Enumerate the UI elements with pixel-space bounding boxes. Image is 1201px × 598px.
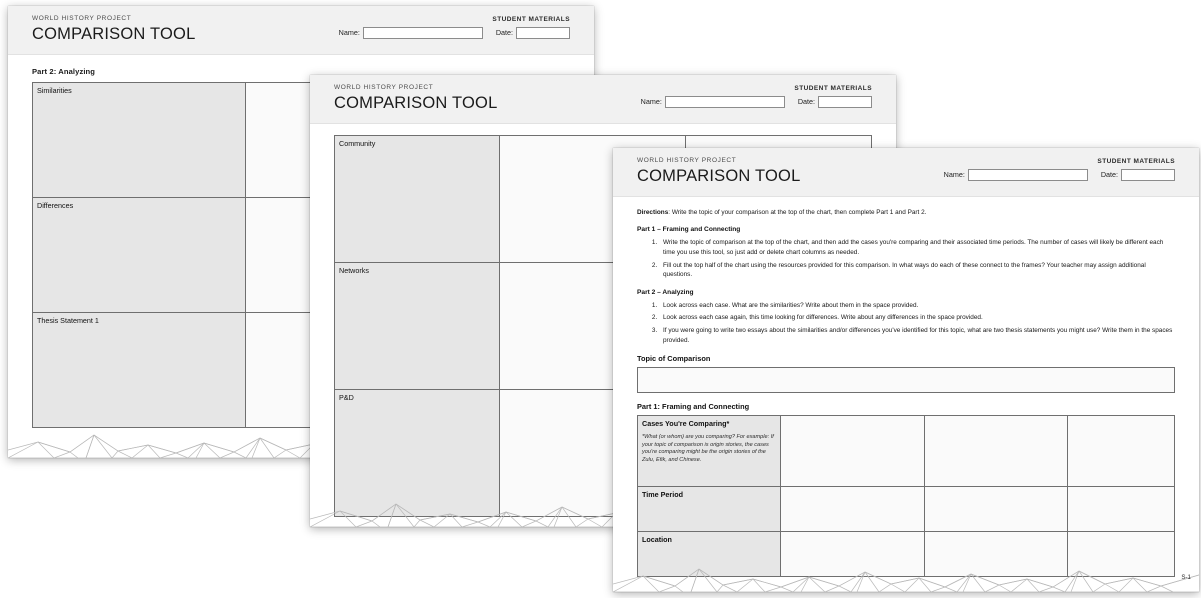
part2-heading: Part 2 – Analyzing <box>637 288 694 296</box>
location-input-col-1[interactable] <box>781 532 924 577</box>
directions-line <box>637 208 1175 217</box>
cases-input-col-3[interactable] <box>1067 416 1174 487</box>
page1-title: COMPARISON TOOL <box>32 25 196 43</box>
cases-footnote-text: *What (or whom) are you comparing? For example: If your topic of comparison is origin stories, the cases you're comparing might be the origin stories of the Zulu, Efik, and Chinese. <box>642 434 774 463</box>
page2-name-input[interactable] <box>665 96 785 108</box>
page2-label-text: Networks <box>339 266 369 275</box>
page3-body <box>613 197 1199 577</box>
time-period-input-col-1[interactable] <box>781 487 924 532</box>
location-label-text: Location <box>642 535 672 545</box>
page2-header <box>310 75 896 124</box>
page1-header-right <box>339 15 570 39</box>
page1-row-label-differences <box>33 198 246 313</box>
page1-date-input[interactable] <box>516 27 570 39</box>
page3-header <box>613 148 1199 197</box>
worksheet-page-3 <box>613 148 1199 592</box>
page2-header-right <box>641 84 872 108</box>
page3-name-date-row <box>944 169 1175 181</box>
part1-table-heading: Part 1: Framing and Connecting <box>637 402 750 412</box>
page3-title: COMPARISON TOOL <box>637 167 801 185</box>
time-period-label-text: Time Period <box>642 490 684 500</box>
time-period-input-col-2[interactable] <box>924 487 1067 532</box>
page1-student-materials-label: STUDENT MATERIALS <box>492 16 570 23</box>
location-input-col-3[interactable] <box>1067 532 1174 577</box>
row-label-time-period <box>638 487 781 532</box>
part1-step-list <box>637 238 1175 279</box>
page2-row-label-pd <box>335 390 500 517</box>
page1-header-left <box>32 14 195 44</box>
page3-header-left <box>637 156 800 186</box>
page1-label-text: Similarities <box>37 86 72 95</box>
list-item: 3. If you were going to write two essays about the similarities and/or differences you've identified for this topic, what are two thesis statements you might use? Write them in the spaces provided. <box>659 326 1175 345</box>
page1-name-date-row <box>339 27 570 39</box>
page2-student-materials-label: STUDENT MATERIALS <box>794 85 872 92</box>
page3-name-label: Name: <box>943 170 965 179</box>
page2-label-text: Community <box>339 139 376 148</box>
part2-step-list <box>637 301 1175 346</box>
row-label-location <box>638 532 781 577</box>
page2-date-label: Date: <box>797 97 815 106</box>
part1-heading: Part 1 – Framing and Connecting <box>637 226 741 234</box>
page1-date-label: Date: <box>495 28 513 37</box>
part1-framing-table <box>637 415 1175 577</box>
page1-header <box>8 6 594 55</box>
list-item: 2. Look across each case again, this time looking for differences. Write about any differences in the space provided. <box>659 313 1175 322</box>
page2-label-text: P&D <box>339 393 354 402</box>
page3-student-materials-label: STUDENT MATERIALS <box>1097 158 1175 165</box>
page3-name-input[interactable] <box>968 169 1088 181</box>
page2-header-left <box>334 83 497 113</box>
page3-date-input[interactable] <box>1121 169 1175 181</box>
page1-name-input[interactable] <box>363 27 483 39</box>
page1-section-heading: Part 2: Analyzing <box>32 67 96 76</box>
page1-name-label: Name: <box>338 28 360 37</box>
page2-name-date-row <box>641 96 872 108</box>
directions-text: : Write the topic of your comparison at the top of the chart, then complete Part 1 and Part 2. <box>668 209 927 216</box>
page1-row-label-similarities <box>33 83 246 198</box>
page3-kicker: WORLD HISTORY PROJECT <box>637 157 737 164</box>
page2-title: COMPARISON TOOL <box>334 94 498 112</box>
page3-date-label: Date: <box>1100 170 1118 179</box>
page2-row-label-community <box>335 136 500 263</box>
table-row <box>638 487 1175 532</box>
page2-row-label-networks <box>335 263 500 390</box>
directions-bold-label: Directions <box>637 209 669 216</box>
list-item: 1. Write the topic of comparison at the top of the chart, and then add the cases you're comparing and their associated time periods. The number of cases will likely be different each time you use this tool, so just add or delete chart columns as needed. <box>659 238 1175 257</box>
cases-input-col-1[interactable] <box>781 416 924 487</box>
location-input-col-2[interactable] <box>924 532 1067 577</box>
page2-date-input[interactable] <box>818 96 872 108</box>
topic-of-comparison-input[interactable] <box>637 367 1175 393</box>
page1-label-text: Differences <box>37 201 74 210</box>
page1-label-text: Thesis Statement 1 <box>37 316 99 325</box>
table-row <box>638 416 1175 487</box>
list-item: 1. Look across each case. What are the similarities? Write about them in the space provided. <box>659 301 1175 310</box>
page1-kicker: WORLD HISTORY PROJECT <box>32 15 132 22</box>
cases-input-col-2[interactable] <box>924 416 1067 487</box>
topic-of-comparison-heading: Topic of Comparison <box>637 354 711 364</box>
time-period-input-col-3[interactable] <box>1067 487 1174 532</box>
list-item: 2. Fill out the top half of the chart using the resources provided for this comparison. In what ways do each of these connect to the frames? Your teacher may assign additional questions. <box>659 261 1175 280</box>
page2-name-label: Name: <box>640 97 662 106</box>
table-row <box>638 532 1175 577</box>
row-label-cases-comparing <box>638 416 781 487</box>
cases-label-text: Cases You're Comparing* <box>642 419 730 429</box>
page2-kicker: WORLD HISTORY PROJECT <box>334 84 434 91</box>
page-number: S-1 <box>1181 574 1191 581</box>
page1-row-label-thesis <box>33 313 246 428</box>
page3-header-right <box>944 157 1175 181</box>
